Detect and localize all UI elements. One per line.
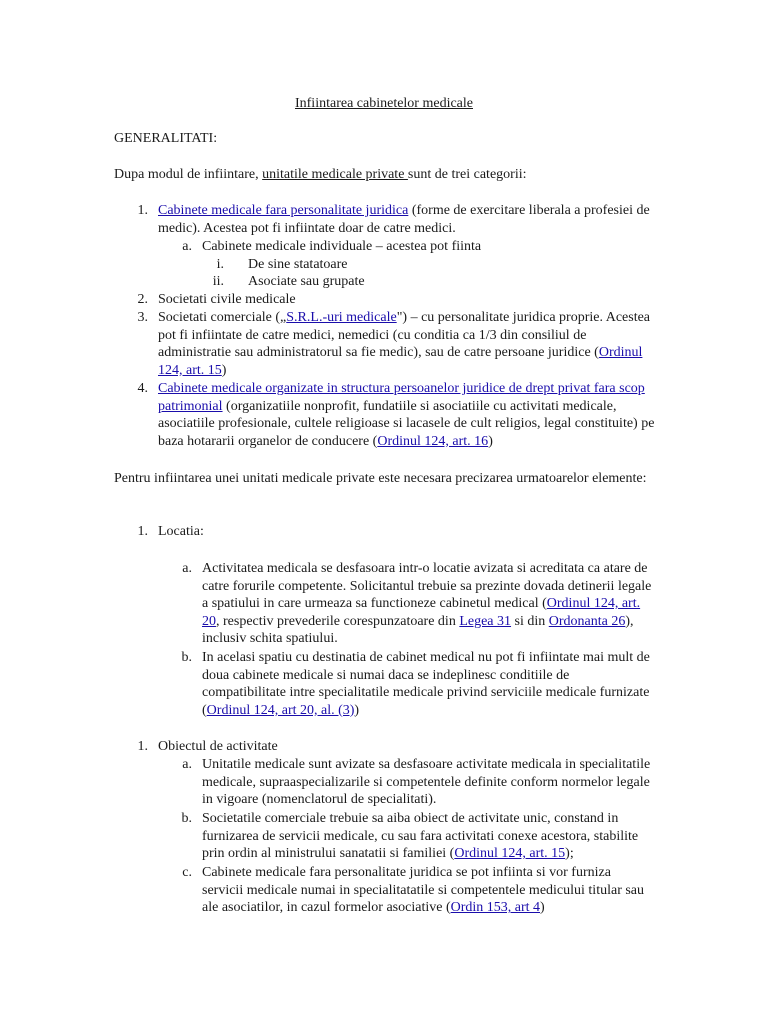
list-item: Societati comerciale („S.R.L.-uri medicale") – cu personalitate juridica proprie. Acestea pot fi infiintate de catre medici, nemedici (cu conditia ca 1/3 din consiliul de administratie sau administratorul sa fie medic), sau de catre persoane juridice (Ordinul 124, art. 15) (158, 310, 651, 378)
link-legea-31[interactable]: Legea 31 (459, 613, 512, 629)
list-item: Cabinete medicale fara personalitate juridica se pot infiinta si vor furniza servicii medicale numai in specialitatatile si competentele medicului titular sau ale asociatilor, in cazul formelor asociative (Ordin 153, art 4) (202, 865, 645, 916)
requirements-paragraph: Pentru infiintarea unei unitati medicale private este necesara precizarea urmatoarelor elemente: (114, 471, 647, 486)
list-letter: a. (182, 561, 192, 576)
list-letter: b. (181, 811, 192, 826)
list-letter: a. (182, 239, 192, 254)
list-number: 1. (137, 524, 148, 539)
list-number: 4. (137, 381, 148, 396)
link-ordinul-124-art-20[interactable]: Ordinul 124, art. 20 (202, 596, 641, 629)
link-ordinul-124-art-16[interactable]: Ordinul 124, art. 16 (377, 433, 489, 449)
link-cabinete-persoane-juridice[interactable]: Cabinete medicale organizate in structura persoanelor juridice de drept privat fara scop patrimonial (158, 381, 645, 414)
list-roman: i. (216, 257, 224, 272)
list-roman: ii. (212, 274, 224, 289)
section-heading: GENERALITATI: (114, 131, 218, 146)
list-letter: c. (182, 865, 192, 880)
list-letter: b. (181, 650, 192, 665)
list-item: In acelasi spatiu cu destinatia de cabinet medical nu pot fi infiintate mai mult de doua cabinete medicale si numai daca se indeplinesc conditiile de compatibilitate intre specialitatile medicale privind serviciile medicale furnizate (Ordinul 124, art 20, al. (3)) (202, 650, 650, 718)
link-ordinul-124-art-15[interactable]: Ordinul 124, art. 15 (158, 345, 643, 378)
list-item: Cabinete medicale fara personalitate juridica (forme de exercitare liberala a profesiei de medic). Acestea pot fi infiintate doar de catre medici. (158, 203, 650, 236)
list-item: Unitatile medicale sunt avizate sa desfasoare activitate medicala in specialitatile medicale, supraaspecializarile si competentele definite conform normelor legale in vigoare (nomenclatorul de specialitati). (202, 757, 651, 808)
link-ordinul-124-art-15-b[interactable]: Ordinul 124, art. 15 (454, 846, 566, 862)
document-title: Infiintarea cabinetelor medicale (294, 96, 473, 111)
list-item-label: Locatia: (158, 524, 204, 539)
list-number: 1. (137, 203, 148, 218)
list-number: 2. (137, 292, 148, 307)
list-item: Asociate sau grupate (248, 274, 365, 289)
link-ordin-153-art-4[interactable]: Ordin 153, art 4 (450, 900, 541, 916)
link-ordinul-124-art-20-al-3[interactable]: Ordinul 124, art 20, al. (3) (206, 702, 355, 718)
list-item-label: Obiectul de activitate (158, 739, 278, 754)
link-cabinete-fara-personalitate[interactable]: Cabinete medicale fara personalitate juridica (158, 203, 409, 218)
list-item: De sine statatoare (248, 257, 348, 272)
link-srl-medicale[interactable]: S.R.L.-uri medicale (286, 310, 397, 325)
list-item: Societati civile medicale (158, 292, 296, 307)
list-number: 1. (137, 739, 148, 754)
link-ordonanta-26[interactable]: Ordonanta 26 (548, 613, 626, 629)
intro-underlined-term: unitatile medicale private (262, 167, 408, 182)
list-item: Societatile comerciale trebuie sa aiba obiect de activitate unic, constand in furnizarea de servicii medicale, cu sau fara activitati conexe acestora, stabilite prin ordin al ministrului sanatatii si familiei (Ordinul 124, art. 15); (202, 811, 639, 862)
list-number: 3. (137, 310, 148, 325)
list-item: Cabinete medicale organizate in structura persoanelor juridice de drept privat fara scop patrimonial (organizatiile nonprofit, fundatiile si asociatiile cu activitati medicale, asociatiile profesionale, cultele religioase si lacasele de cult religios, legal constituite) pe baza hotararii organelor de conducere (Ordinul 124, art. 16) (158, 381, 655, 449)
list-letter: a. (182, 757, 192, 772)
list-item: Activitatea medicala se desfasoara intr-o locatie avizata si acreditata ca atare de catre forurile competente. Solicitantul trebuie sa prezinte dovada detinerii legale a spatiului in care urmeaza sa functioneze cabinetul medical (Ordinul 124, art. 20, respectiv prevederile corespunzatoare din Legea 31 si din Ordonanta 26), inclusiv schita spatiului. (202, 561, 652, 647)
list-item: Cabinete medicale individuale – acestea pot fiinta (202, 239, 482, 254)
intro-paragraph: Dupa modul de infiintare, unitatile medicale private sunt de trei categorii: (114, 167, 527, 182)
